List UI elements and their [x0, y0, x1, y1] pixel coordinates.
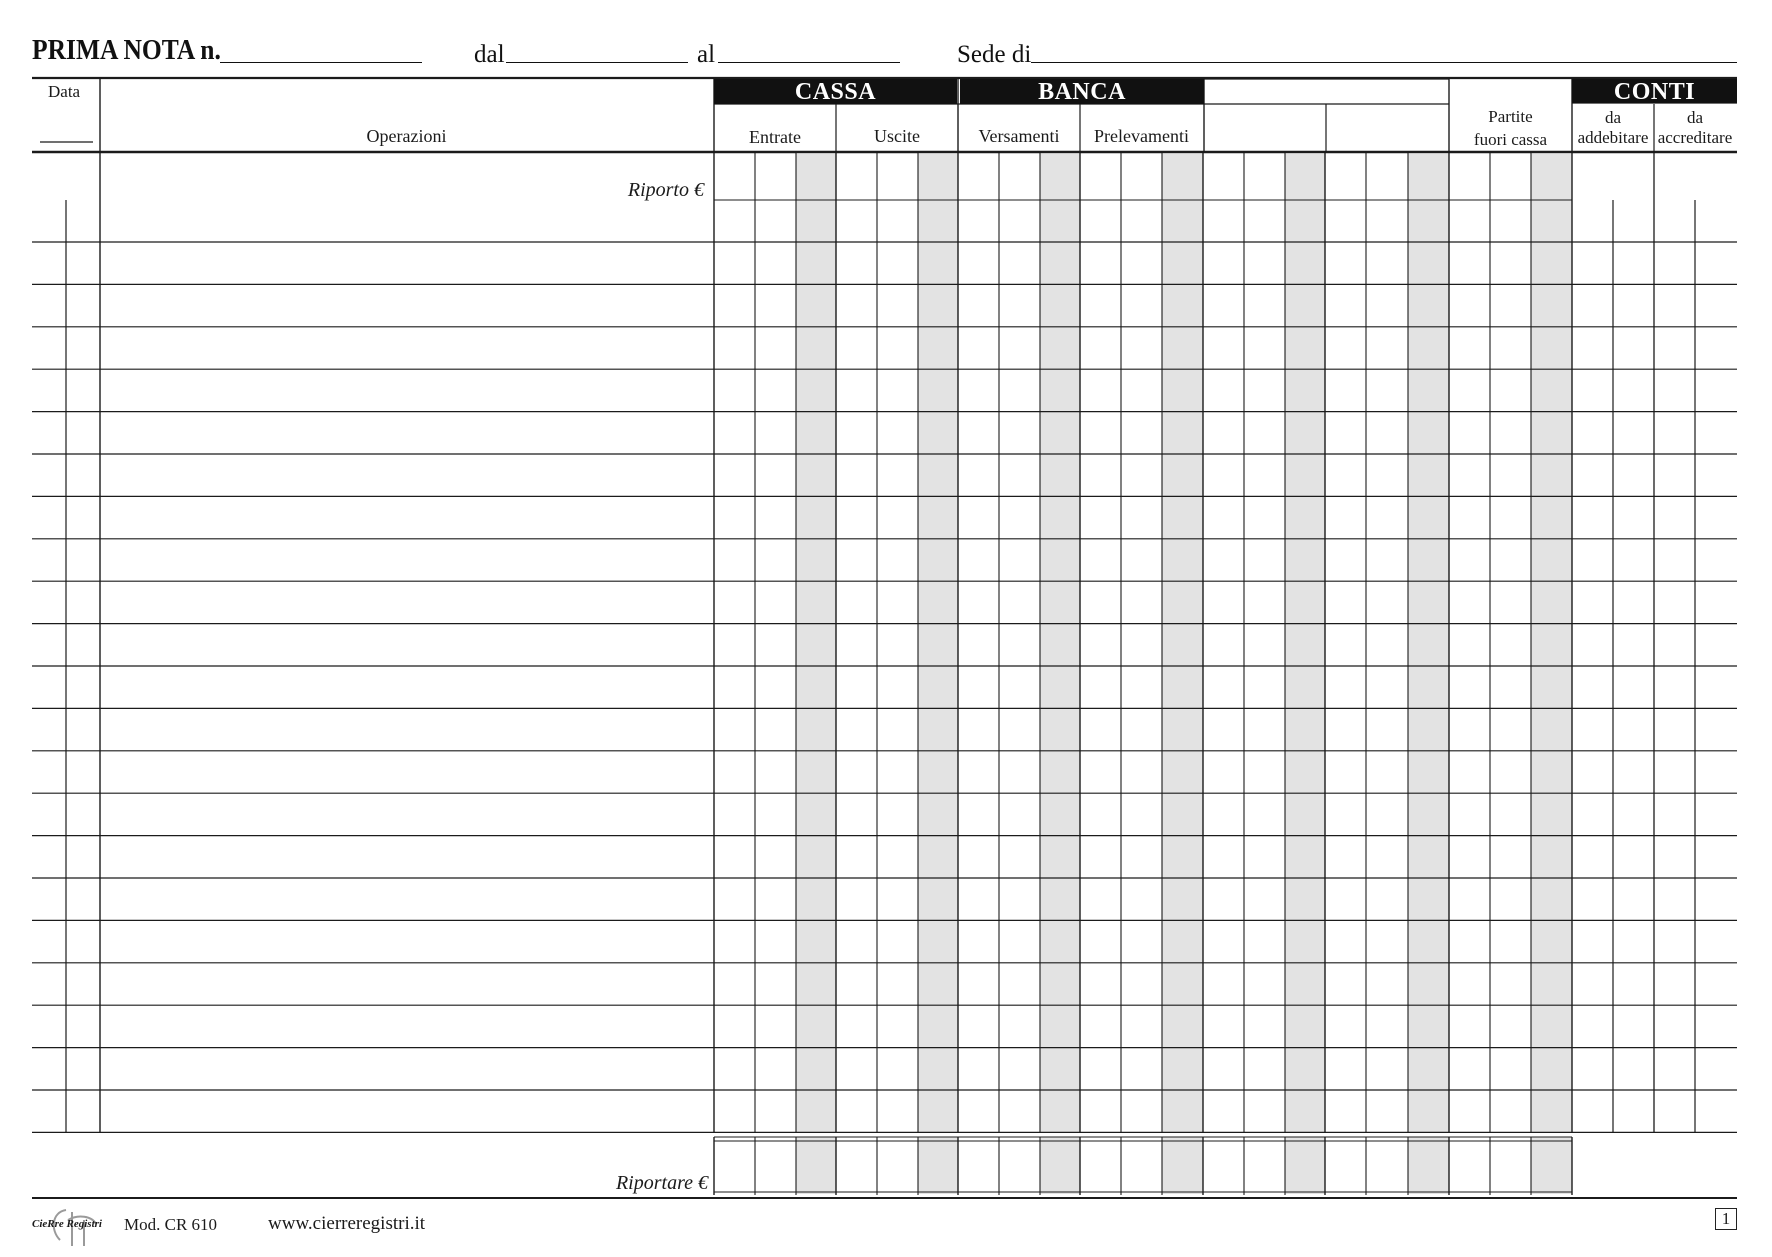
al-date-field[interactable]: [718, 62, 900, 63]
shaded-column: [1163, 1137, 1203, 1194]
shaded-column: [1532, 1137, 1572, 1194]
shaded-column: [1163, 154, 1203, 1132]
dal-date-field[interactable]: [506, 62, 688, 63]
shaded-column: [1409, 1137, 1449, 1194]
dal-label: dal: [474, 41, 505, 68]
partite-header-line1: Partite: [1488, 107, 1533, 126]
form-title: PRIMA NOTA n.: [32, 34, 221, 66]
addebitare-da-label: da: [1604, 108, 1622, 127]
shaded-column: [797, 154, 836, 1132]
prelevamenti-header: Prelevamenti: [1094, 126, 1189, 146]
shaded-column: [1041, 154, 1080, 1132]
partite-header-line2: fuori cassa: [1473, 130, 1548, 149]
conti-header: CONTI: [1572, 79, 1737, 103]
accreditare-da-label: da: [1686, 108, 1704, 127]
al-label: al: [697, 41, 716, 68]
website-link[interactable]: www.cierreregistri.it: [268, 1213, 426, 1234]
addebitare-header: addebitare: [1577, 128, 1649, 147]
shaded-column: [1532, 154, 1572, 1132]
logo-text: CieRre Registri: [32, 1218, 102, 1230]
shaded-column: [919, 1137, 958, 1194]
shaded-column: [797, 1137, 836, 1194]
shaded-column: [1041, 1137, 1080, 1194]
number-field[interactable]: [220, 62, 422, 63]
shaded-column: [1286, 154, 1325, 1132]
page-number: 1: [1715, 1208, 1737, 1230]
riporto-label: Riporto €: [627, 179, 704, 201]
riportare-label: Riportare €: [615, 1172, 708, 1194]
cierre-logo: [32, 1206, 110, 1248]
operazioni-column-header: Operazioni: [366, 126, 447, 146]
sede-field[interactable]: [1031, 62, 1737, 63]
entrate-header: Entrate: [749, 127, 801, 147]
cassa-header: CASSA: [714, 79, 957, 104]
shaded-column: [1409, 154, 1449, 1132]
uscite-header: Uscite: [874, 126, 920, 146]
shaded-column: [1286, 1137, 1325, 1194]
sede-label: Sede di: [957, 41, 1032, 68]
data-column-header: Data: [48, 82, 81, 101]
accreditare-header: accreditare: [1657, 128, 1733, 147]
versamenti-header: Versamenti: [978, 126, 1060, 146]
banca-header: BANCA: [960, 79, 1204, 104]
shaded-column: [919, 154, 958, 1132]
model-code: Mod. CR 610: [124, 1215, 218, 1234]
